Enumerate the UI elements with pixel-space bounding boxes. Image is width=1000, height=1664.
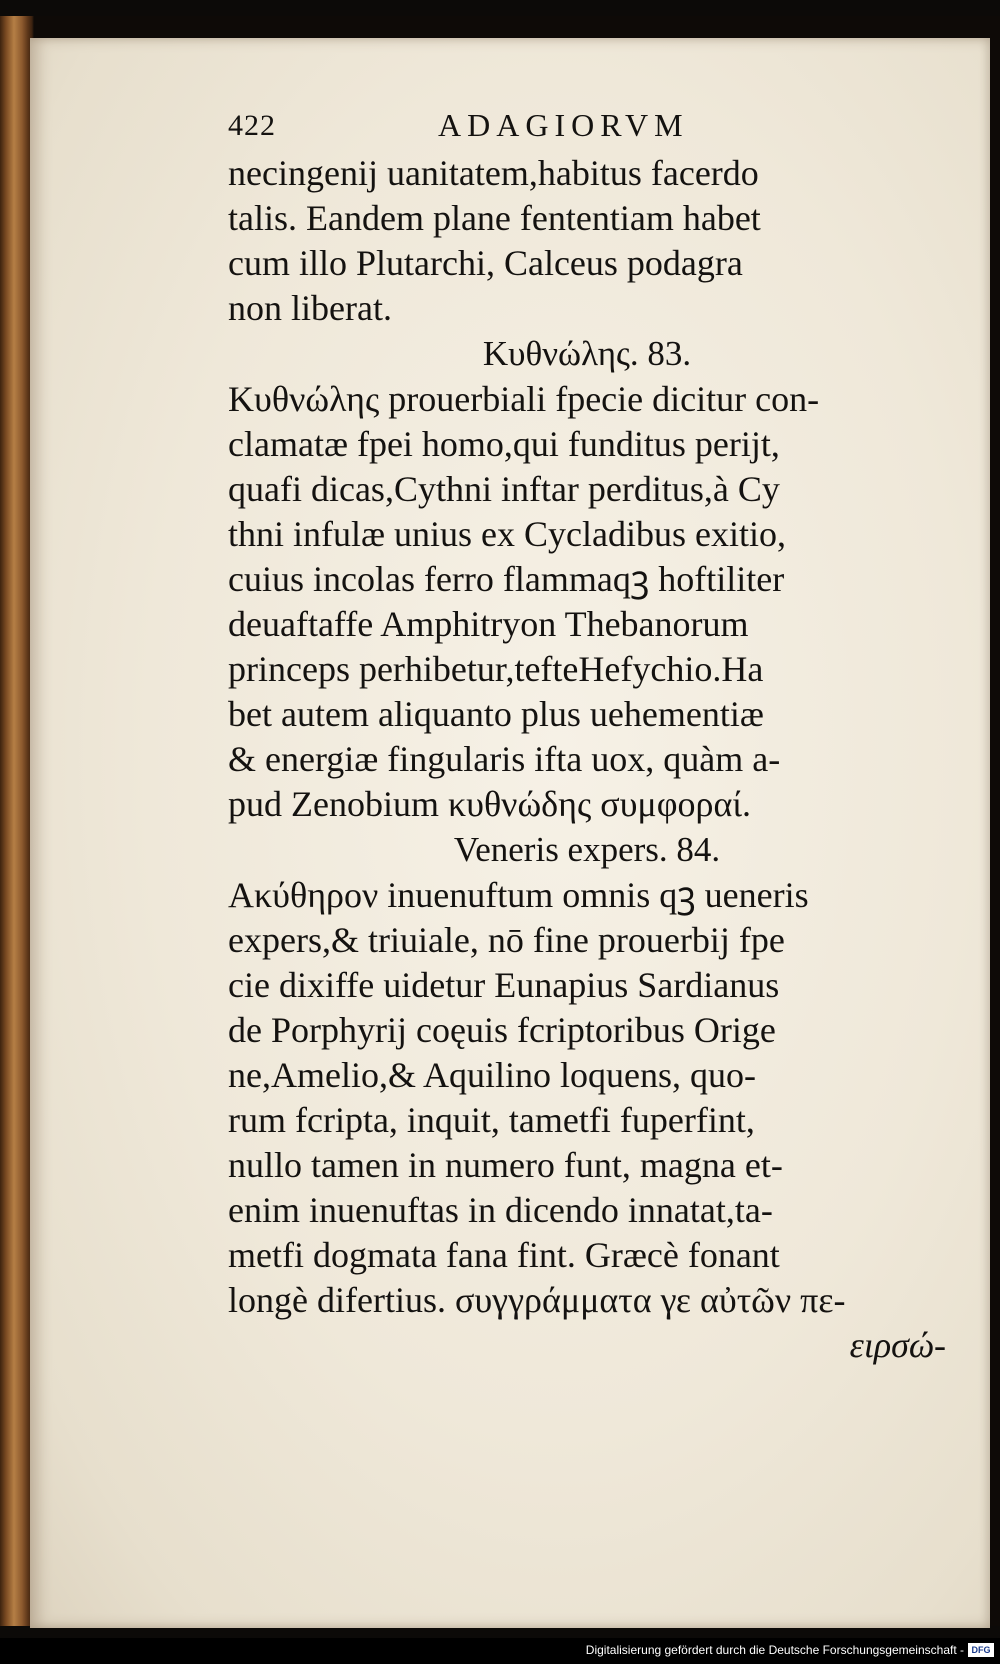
adage-heading-84: Veneris expers. 84. <box>453 830 721 869</box>
text-line: enim inuenuftas in dicendo innatat,ta- <box>228 1190 773 1230</box>
page-number: 422 <box>228 109 276 142</box>
text-line: Ακύθηρον inuenuftum omnis qꝫ ueneris <box>228 875 809 915</box>
adage-heading-83: Κυθνώλης. 83. <box>482 334 692 373</box>
text-line: clamatæ fpei homo,qui funditus perijt, <box>228 424 780 464</box>
text-line: thni infulæ unius ex Cycladibus exitio, <box>228 514 786 554</box>
funding-credit: Digitalisierung gefördert durch die Deutsche Forschungsgemeinschaft - <box>585 1643 964 1657</box>
text-line: rum fcripta, inquit, tametfi fuperfint, <box>228 1100 755 1140</box>
text-line: talis. Eandem plane fententiam habet <box>228 198 761 238</box>
text-line: bet autem aliquanto plus uehementiæ <box>228 694 764 734</box>
text-line: non liberat. <box>228 288 392 328</box>
running-head <box>228 105 946 151</box>
text-line: & energiæ fingularis ifta uox, quàm a- <box>228 739 781 779</box>
dfg-logo-icon: DFG <box>968 1643 994 1657</box>
text-line: ne,Amelio,& Aquilino loquens, quo- <box>228 1055 756 1095</box>
footer-bar <box>0 1638 1000 1664</box>
text-line: deuaftaffe Amphitryon Thebanorum <box>228 604 749 644</box>
text-line: expers,& triuiale, nō fine prouerbij fpe <box>228 920 785 960</box>
text-line: nullo tamen in numero funt, magna et- <box>228 1145 783 1185</box>
text-line: de Porphyrij coęuis fcriptoribus Orige <box>228 1010 776 1050</box>
catchword: ειρσώ- <box>849 1325 946 1365</box>
running-title: ADAGIORVM <box>438 107 689 143</box>
text-line: cum illo Plutarchi, Calceus podagra <box>228 243 743 283</box>
page-text-block <box>228 105 946 1368</box>
text-line: metfi dogmata fana fint. Græcè fonant <box>228 1235 780 1275</box>
text-line: cie dixiffe uidetur Eunapius Sardianus <box>228 965 780 1005</box>
text-line: princeps perhibetur,tefteHefychio.Ha <box>228 649 764 689</box>
text-line: necingenij uanitatem,habitus facerdo <box>228 153 759 193</box>
text-line: quafi dicas,Cythni inftar perditus,à Cy <box>228 469 780 509</box>
text-line: longè difertius. συγγράμματα γε αὐτῶν πε- <box>228 1280 846 1320</box>
text-line: Κυθνώλης prouerbiali fpecie dicitur con- <box>228 379 820 419</box>
text-line: cuius incolas ferro flammaqꝫ hoftiliter <box>228 559 785 599</box>
text-line: pud Zenobium κυθνώδης συμφοραί. <box>228 784 752 824</box>
